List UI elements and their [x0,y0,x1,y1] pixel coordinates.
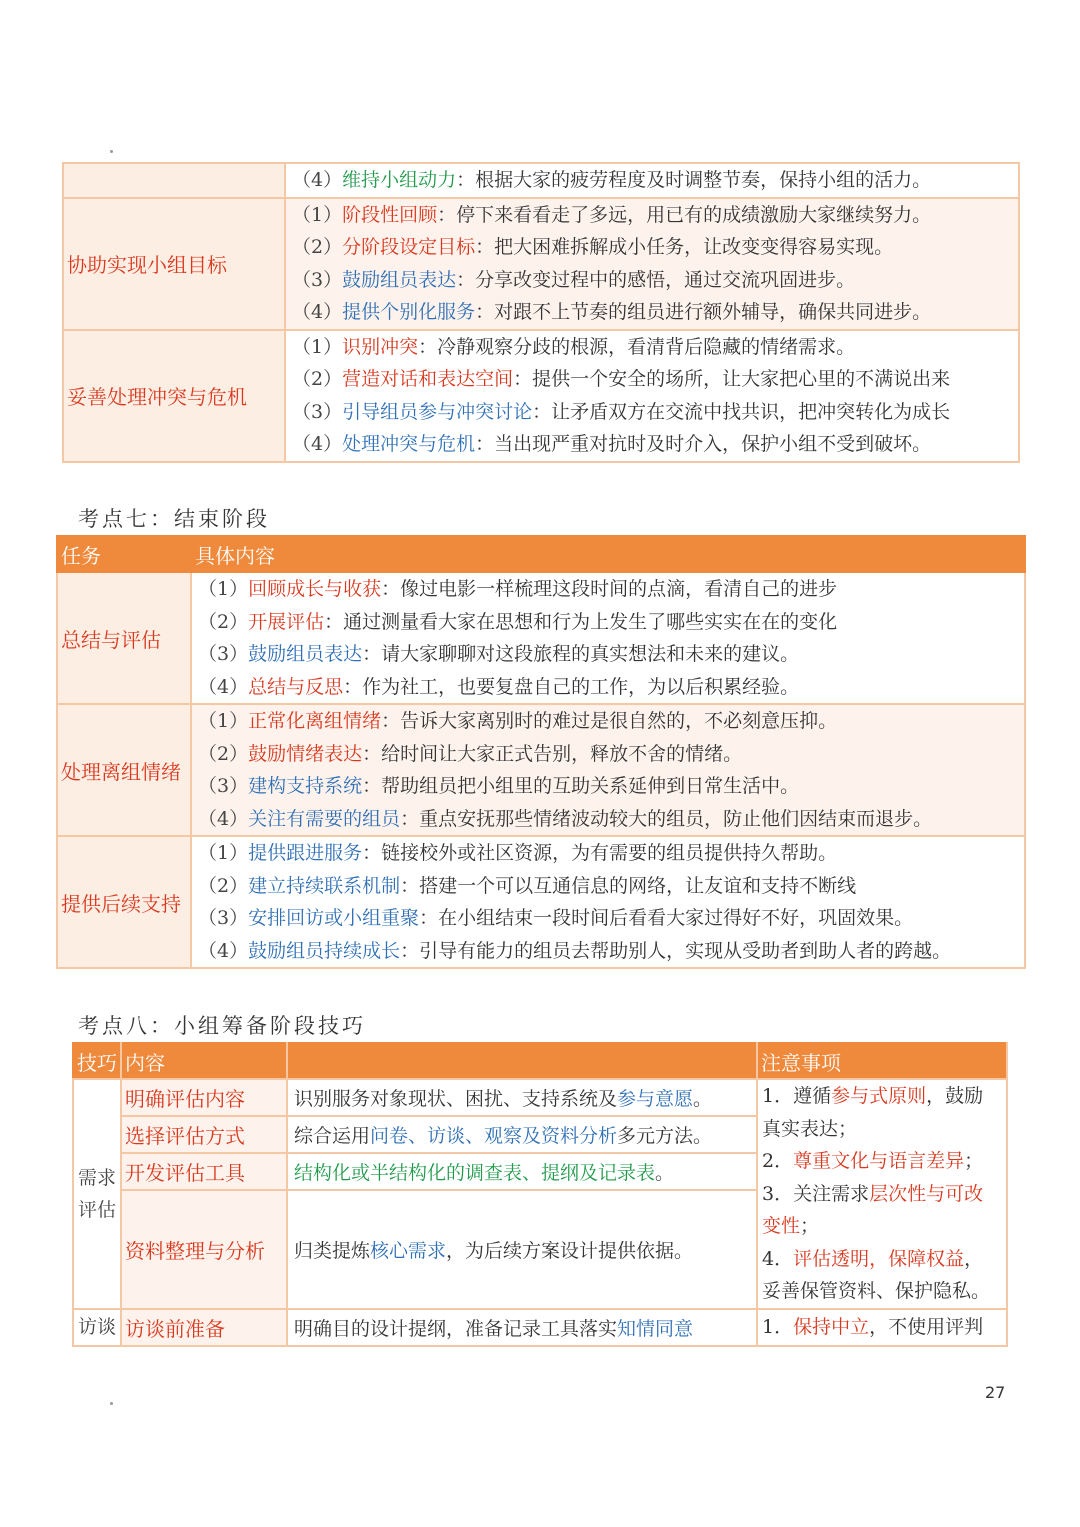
skill-cell: 访谈前准备 [121,1309,287,1346]
list-item: （3）安排回访或小组重聚：在小组结束一段时间后看看大家过得好不好，巩固效果。 [198,907,914,929]
skill-cell: 选择评估方式 [121,1116,287,1153]
list-item: （3）鼓励组员表达：分享改变过程中的感悟，通过交流巩固进步。 [292,268,856,291]
section-8-title: 考点八：小组筹备阶段技巧 [78,1014,366,1038]
table-row [73,1309,1007,1346]
desc-cell: 综合运用问卷、访谈、观察及资料分析多元方法。 [287,1116,757,1153]
table-row [63,163,1019,198]
content-cell [285,163,1019,198]
note-item: 3．关注需求层次性与可改变性； [762,1182,984,1237]
header-task: 任务 [57,536,191,572]
skill-cell: 明确评估内容 [121,1079,287,1116]
note-item: 4．评估透明，保障权益，妥善保管资料、保护隐私。 [762,1247,991,1302]
group-work-table-continued [62,162,1020,463]
list-item: （4）鼓励组员持续成长：引导有能力的组员去帮助别人，实现从受助者到助人者的跨越。 [198,939,952,962]
task-cell [63,163,285,198]
table-row [57,572,1025,704]
header-blank [287,1043,757,1079]
content-cell [285,198,1019,330]
content-cell [285,330,1019,462]
content-cell [191,704,1025,836]
table-header-row [57,536,1025,572]
skill-cell: 开发评估工具 [121,1153,287,1190]
header-content: 内容 [121,1043,287,1079]
list-item: （3）引导组员参与冲突讨论：让矛盾双方在交流中找共识，把冲突转化为成长 [292,400,951,423]
task-cell: 协助实现小组目标 [63,198,285,330]
list-item: （4）关注有需要的组员：重点安抚那些情绪波动较大的组员，防止他们因结束而退步。 [198,807,933,830]
header-notes: 注意事项 [757,1043,1007,1079]
list-item: （1）正常化离组情绪：告诉大家离别时的难过是很自然的，不必刻意压抑。 [198,710,838,732]
notes-cell [757,1079,1007,1309]
page-number: 27 [985,1383,1006,1402]
list-item: （2）营造对话和表达空间：提供一个安全的场所，让大家把心里的不满说出来 [292,368,951,390]
task-cell: 提供后续支持 [57,836,191,968]
list-item: （4）总结与反思：作为社工，也要复盘自己的工作，为以后积累经验。 [198,675,800,698]
list-item: （1）阶段性回顾：停下来看看走了多远，用已有的成绩激励大家继续努力。 [292,203,932,226]
note-item: 1．遵循参与式原则，鼓励真实表达； [762,1085,984,1140]
list-item: （4）提供个别化服务：对跟不上节奏的组员进行额外辅导，确保共同进步。 [292,301,932,323]
list-item: （1）识别冲突：冷静观察分歧的根源，看清背后隐藏的情绪需求。 [292,335,856,358]
table-row [63,198,1019,330]
section-7-title: 考点七：结束阶段 [78,507,270,531]
table-row [57,704,1025,836]
preparation-skills-table [72,1042,1008,1347]
header-content: 具体内容 [191,536,1025,572]
content-cell [191,572,1025,704]
list-item: （2）开展评估：通过测量看大家在思想和行为上发生了哪些实实在在的变化 [198,610,838,633]
table-row [63,330,1019,462]
scan-dot-top [110,150,113,153]
header-skill: 技巧 [73,1043,121,1079]
content-cell [191,836,1025,968]
list-item: （1）回顾成长与收获：像过电影一样梳理这段时间的点滴，看清自己的进步 [198,578,838,600]
list-item: （2）建立持续联系机制：搭建一个可以互通信息的网络，让友谊和支持不断线 [198,874,857,897]
category-interview: 访谈 [73,1309,121,1346]
skill-cell: 资料整理与分析 [121,1190,287,1308]
list-item: （4）维持小组动力：根据大家的疲劳程度及时调整节奏，保持小组的活力。 [292,169,932,191]
table-row [73,1079,1007,1116]
ending-stage-table [56,535,1026,969]
desc-cell: 归类提炼核心需求，为后续方案设计提供依据。 [287,1190,757,1308]
list-item: （4）处理冲突与危机：当出现严重对抗时及时介入，保护小组不受到破坏。 [292,433,932,455]
desc-cell: 识别服务对象现状、困扰、支持系统及参与意愿。 [287,1079,757,1116]
note-item: 2．尊重文化与语言差异； [762,1150,984,1172]
list-item: （1）提供跟进服务：链接校外或社区资源，为有需要的组员提供持久帮助。 [198,842,838,864]
table-row [57,836,1025,968]
scan-dot-bottom [110,1402,113,1405]
category-needs-assessment: 需求评估 [73,1079,121,1309]
table-header-row [73,1043,1007,1079]
task-cell: 妥善处理冲突与危机 [63,330,285,462]
list-item: （3）鼓励组员表达：请大家聊聊对这段旅程的真实想法和未来的建议。 [198,643,800,665]
list-item: （2）鼓励情绪表达：给时间让大家正式告别，释放不舍的情绪。 [198,742,743,765]
desc-cell: 结构化或半结构化的调查表、提纲及记录表。 [287,1153,757,1190]
list-item: （3）建构支持系统：帮助组员把小组里的互助关系延伸到日常生活中。 [198,775,800,797]
task-cell: 总结与评估 [57,572,191,704]
notes-cell: 1．保持中立，不使用评判 [757,1309,1007,1346]
list-item: （2）分阶段设定目标：把大困难拆解成小任务，让改变变得容易实现。 [292,236,894,258]
desc-cell: 明确目的设计提纲，准备记录工具落实知情同意 [287,1309,757,1346]
task-cell: 处理离组情绪 [57,704,191,836]
